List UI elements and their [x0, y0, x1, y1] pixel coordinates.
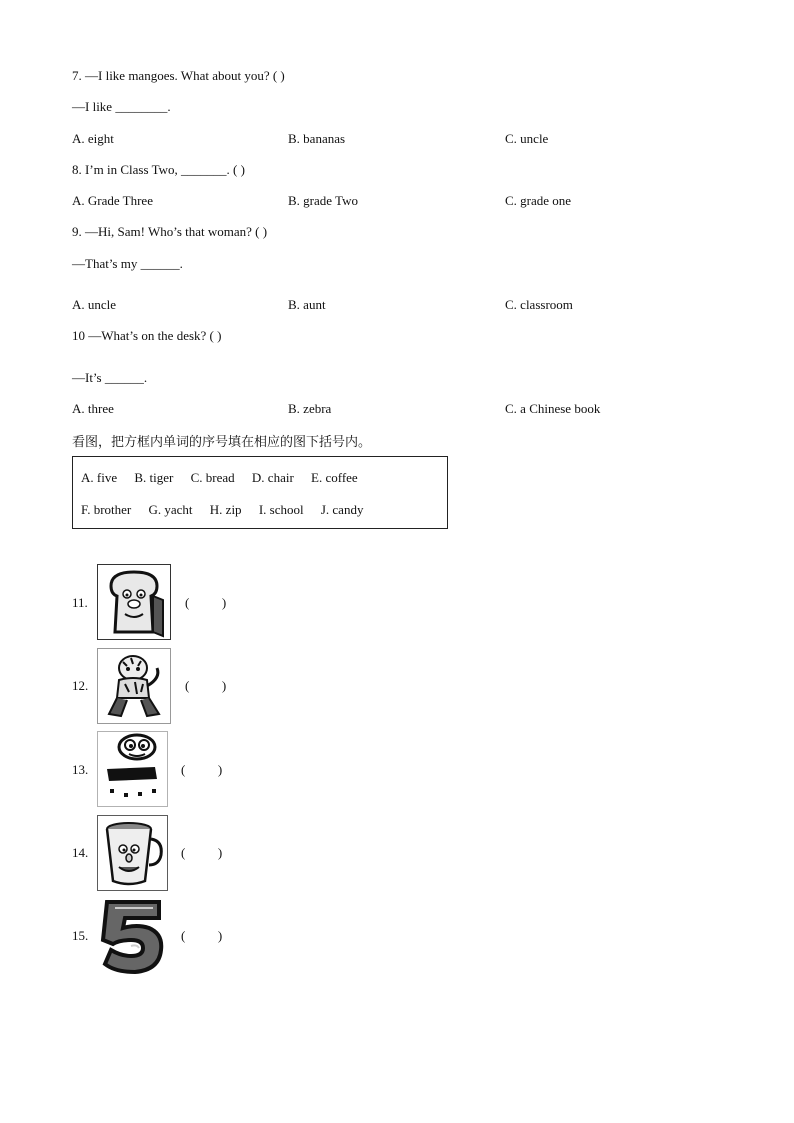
- picture-item-14-answer-bracket[interactable]: ( ): [181, 845, 223, 860]
- bread-icon: [97, 564, 171, 640]
- picture-item-12-answer-bracket[interactable]: ( ): [185, 678, 227, 693]
- question-8-stem: 8. I’m in Class Two, _______. ( ): [72, 162, 245, 177]
- number-five-icon: [97, 898, 168, 974]
- question-7-stem: 7. —I like mangoes. What about you? ( ): [72, 68, 285, 83]
- word-bank-row-1: [81, 470, 372, 486]
- question-10-option-c[interactable]: C. a Chinese book: [505, 401, 601, 416]
- picture-item-12-number: 12.: [72, 678, 89, 693]
- coffee-icon: [97, 815, 168, 891]
- word-bank-row-2: [81, 502, 377, 518]
- question-9-option-a[interactable]: A. uncle: [72, 297, 117, 312]
- picture-item-13-number: 13.: [72, 762, 89, 777]
- picture-item-11-number: 11.: [72, 595, 88, 610]
- question-9-stem: 9. —Hi, Sam! Who’s that woman? ( ): [72, 224, 268, 239]
- question-9-answer-line: —That’s my ______.: [72, 256, 183, 271]
- picture-item-13-answer-bracket[interactable]: ( ): [181, 762, 223, 777]
- question-8-option-c[interactable]: C. grade one: [505, 193, 572, 208]
- word-bank-item: F. brother: [81, 502, 132, 517]
- word-bank-item: I. school: [258, 502, 304, 517]
- word-bank-item: E. coffee: [311, 470, 358, 485]
- question-7-answer-line: —I like ________.: [72, 99, 171, 114]
- question-10-option-b[interactable]: B. zebra: [288, 401, 332, 416]
- word-bank-item: B. tiger: [134, 470, 174, 485]
- question-7-option-b[interactable]: B. bananas: [288, 131, 346, 146]
- question-10-option-a[interactable]: A. three: [72, 401, 114, 416]
- chair-icon: [97, 731, 168, 807]
- question-10-answer-line: —It’s ______.: [72, 370, 148, 385]
- question-7-option-a[interactable]: A. eight: [72, 131, 114, 146]
- question-10-stem: 10 —What’s on the desk? ( ): [72, 328, 222, 343]
- picture-item-11-answer-bracket[interactable]: ( ): [185, 595, 227, 610]
- question-8-option-b[interactable]: B. grade Two: [288, 193, 358, 208]
- picture-item-14-number: 14.: [72, 845, 89, 860]
- question-9-option-b[interactable]: B. aunt: [288, 297, 326, 312]
- section-instruction: 看图，把方框内单词的序号填在相应的图下括号内。: [72, 435, 372, 450]
- word-bank-item: A. five: [81, 470, 118, 485]
- word-bank-item: D. chair: [251, 470, 294, 485]
- picture-item-15-number: 15.: [72, 928, 89, 943]
- question-8-option-a[interactable]: A. Grade Three: [72, 193, 153, 208]
- question-9-option-c[interactable]: C. classroom: [505, 297, 573, 312]
- word-bank-item: J. candy: [320, 502, 364, 517]
- word-bank-box: [72, 456, 448, 529]
- picture-item-15-answer-bracket[interactable]: ( ): [181, 928, 223, 943]
- word-bank-item: C. bread: [190, 470, 235, 485]
- word-bank-item: G. yacht: [148, 502, 193, 517]
- question-7-option-c[interactable]: C. uncle: [505, 131, 549, 146]
- word-bank-item: H. zip: [209, 502, 242, 517]
- tiger-icon: [97, 648, 171, 724]
